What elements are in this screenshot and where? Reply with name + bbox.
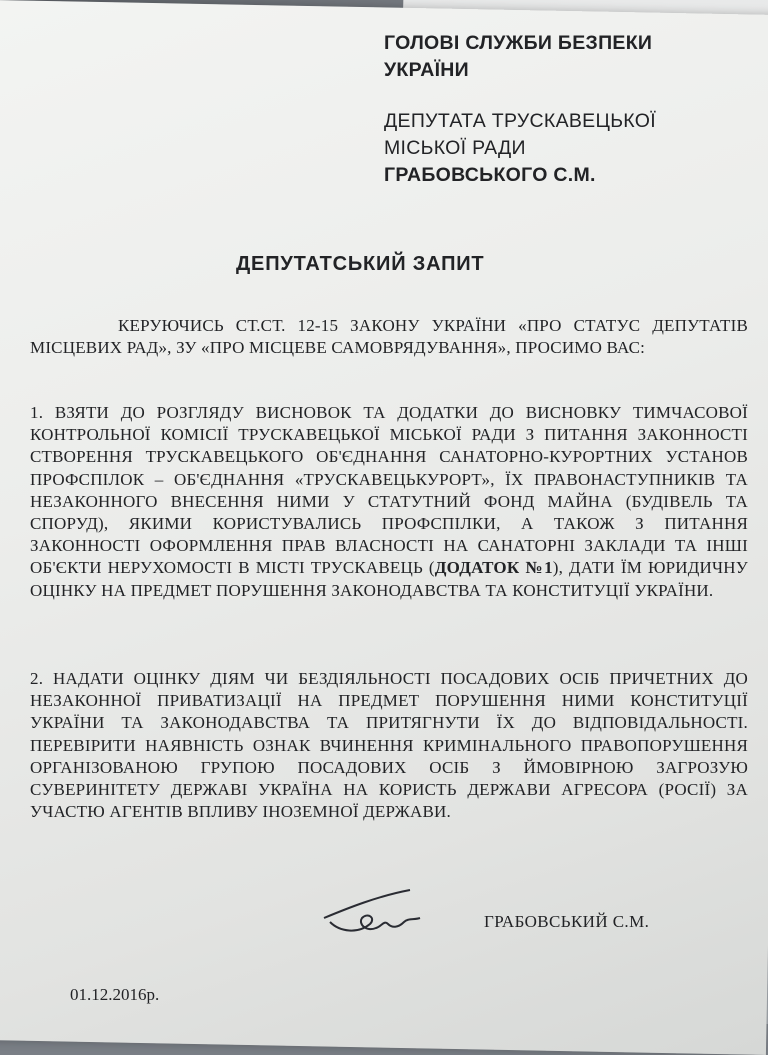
document-title: ДЕПУТАТСЬКИЙ ЗАПИТ (236, 253, 485, 275)
sender-line: ДЕПУТАТА ТРУСКАВЕЦЬКОЇ (384, 110, 656, 132)
item-2-paragraph: 2. НАДАТИ ОЦІНКУ ДІЯМ ЧИ БЕЗДІЯЛЬНОСТІ ПОСАДОВИХ ОСІБ ПРИЧЕТНИХ ДО НЕЗАКОННОЇ ПРИВАТИЗАЦІЇ НА ПРЕДМЕТ ПОРУШЕННЯ НИМИ КОНСТИТУЦІЇ УКРАЇНИ ТА ЗАКОНОДАВСТВА ТА ПРИТЯГНУТИ ЇХ ДО ВІДПОВІДАЛЬНОСТІ. ПЕРЕВІРИТИ НАЯВНІСТЬ ОЗНАК ВЧИНЕННЯ КРИМІНАЛЬНОГО ПРАВОПОРУШЕННЯ ОРГАНІЗОВАНОЮ ГРУПОЮ ПОСАДОВИХ ОСІБ З ЙМОВІРНОЮ ЗАГРОЗУЮ СУВЕРИНІТЕТУ ДЕРЖАВІ УКРАЇНА НА КОРИСТЬ ДЕРЖАВИ АГРЕСОРА (РОСІЇ) ЗА УЧАСТЮ АГЕНТІВ ВПЛИВУ ІНОЗЕМНОЇ ДЕРЖАВИ. (30, 669, 748, 822)
sender-line: МІСЬКОЇ РАДИ (384, 137, 526, 159)
item-1-text: 1. ВЗЯТИ ДО РОЗГЛЯДУ ВИСНОВОК ТА ДОДАТКИ ДО ВИСНОВКУ ТИМЧАСОВОЇ КОНТРОЛЬНОЇ КОМІСІЇ ТРУСКАВЕЦЬКОЇ МІСЬКОЇ РАДИ З ПИТАННЯ ЗАКОННОСТІ СТВОРЕННЯ ТРУСКАВЕЦЬКОГО ОБ'ЄДНАННЯ САНАТОРНО-КУРОРТНИХ УСТАНОВ ПРОФСПІЛОК – ОБ'ЄДНАННЯ «ТРУСКАВЕЦЬКУРОРТ», ЇХ ПРАВОНАСТУПНИКІВ ТА НЕЗАКОННОГО ВНЕСЕННЯ НИМИ У СТАТУТНИЙ ФОНД МАЙНА (БУДІВЕЛЬ ТА СПОРУД), ЯКИМИ КОРИСТУВАЛИСЬ ПРОФСПІЛКИ, А ТАКОЖ З ПИТАННЯ ЗАКОННОСТІ ОФОРМЛЕННЯ ПРАВ ВЛАСНОСТІ НА САНАТОРНІ ЗАКЛАДИ ТА ІНШІ ОБ'ЄКТИ НЕРУХОМОСТІ В МІСТІ ТРУСКАВЕЦЬ ( (30, 403, 748, 578)
sender-name: ГРАБОВСЬКОГО С.М. (384, 164, 596, 186)
recipient-line: УКРАЇНИ (384, 59, 469, 81)
document-date: 01.12.2016р. (70, 985, 160, 1004)
sender-block (384, 108, 764, 189)
recipient-block (384, 30, 764, 84)
attachment-reference: ДОДАТОК №1 (434, 558, 553, 578)
item-1-text-end: ), ДАТИ ЇМ ЮРИДИЧНУ ОЦІНКУ НА ПРЕДМЕТ ПОРУШЕННЯ ЗАКОНОДАВСТВА ТА КОНСТИТУЦІЇ УКРАЇНИ. (30, 558, 748, 600)
intro-paragraph: КЕРУЮЧИСЬ СТ.СТ. 12-15 ЗАКОНУ УКРАЇНИ «ПРО СТАТУС ДЕПУТАТІВ МІСЦЕВИХ РАД», ЗУ «ПРО МІСЦЕВЕ САМОВРЯДУВАННЯ», ПРОСИМО ВАС: (30, 316, 748, 358)
item-1-paragraph (30, 402, 748, 602)
signer-name: ГРАБОВСЬКИЙ С.М. (484, 912, 650, 931)
recipient-line: ГОЛОВІ СЛУЖБИ БЕЗПЕКИ (384, 32, 653, 54)
handwritten-signature (318, 888, 428, 938)
